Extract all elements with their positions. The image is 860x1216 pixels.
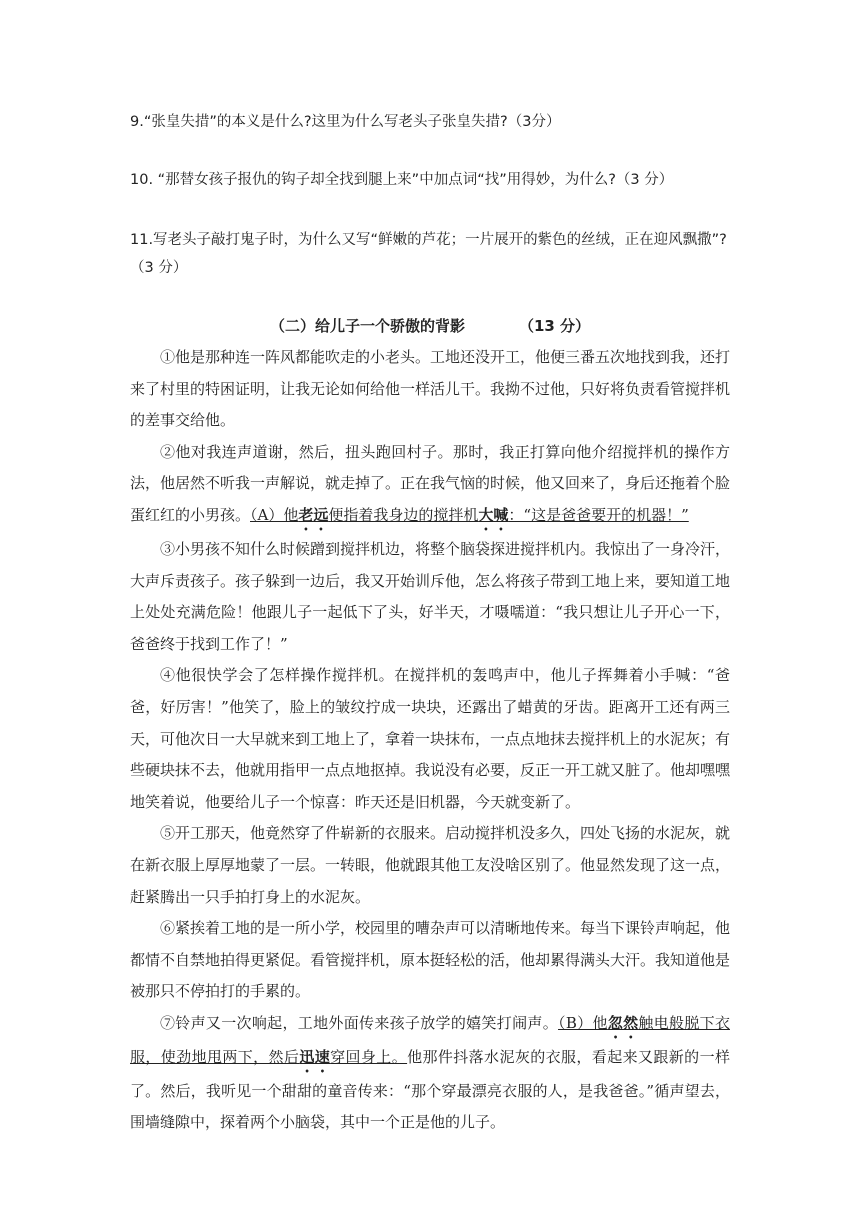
passage: [130, 342, 730, 1139]
section-title: [0, 312, 860, 340]
paragraph-7-text: ⑦铃声又一次响起，工地外面传来孩子放学的嬉笑打闹声。: [160, 1013, 559, 1032]
paragraph-6: ⑥紧挨着工地的是一所小学，校园里的嘈杂声可以清晰地传来。每当下课铃声响起，他都情不自禁地拍得更紧促。看管搅拌机，原本挺轻松的活，他却累得满头大汗。我知道他是被那只不停拍打的手累的。: [130, 919, 731, 1001]
sentence-a-part: 便指着我身边的搅拌机: [328, 505, 479, 524]
sentence-b-part: 穿回身上。: [330, 1047, 408, 1066]
paragraph-2-text: ②他对我连声道谢，然后，扭头跑回村子。那时，我正打算向他介绍搅拌机的操作方法，他居然不听我一声解说，就走掉了。正在我气恼的时候，他又回来了，身后还拖着个脸蛋红红的小男孩。: [130, 442, 731, 524]
sentence-a-part: （A）他: [250, 505, 299, 524]
dotted-word: 大喊: [478, 505, 509, 524]
sentence-a-part: ：“这是爸爸要开的机器！”: [508, 505, 689, 524]
paragraph-7-text-end: 他那件抖落水泥灰的衣服，看起来又跟新的一样了。然后，我听见一个甜甜的童音传来：“那个穿最漂亮衣服的人，是我爸爸。”循声望去，围墙缝隙中，探着两个小脑袋，其中一个正是他的儿子。: [130, 1047, 730, 1132]
paragraph-3: ③小男孩不知什么时候蹭到搅拌机边，将整个脑袋探进搅拌机内。我惊出了一身冷汗，大声斥责孩子。孩子躲到一边后，我又开始训斥他，怎么将孩子带到工地上来，要知道工地上处处充满危险！他跟儿子一起低下了头，好半天，才嗫嚅道：“我只想让儿子开心一下，爸爸终于找到工作了！”: [130, 539, 731, 653]
question-10: 10. “那替女孩子报仇的钩子却全找到腿上来”中加点词“找”用得妙，为什么?（3 分）: [130, 172, 674, 188]
question-9: 9.“张皇失措”的本义是什么?这里为什么写老头子张皇失措?（3分）: [130, 114, 561, 130]
dotted-word: 老远: [298, 505, 329, 524]
paragraph-2: [130, 437, 730, 534]
section-score: （13 分）: [518, 317, 591, 335]
paragraph-4: ④他很快学会了怎样操作搅拌机。在搅拌机的轰鸣声中，他儿子挥舞着小手喊：“爸爸，好厉害！”他笑了，脸上的皱纹拧成一块块，还露出了蜡黄的牙齿。距离开工还有两三天，可他次日一大早就来到工地上了，拿着一块抹布，一点点地抹去搅拌机上的水泥灰；有些硬块抹不去，他就用指甲一点点地抠掉。我说没有必要，反正一开工就又脏了。他却嘿嘿地笑着说，他要给儿子一个惊喜：昨天还是旧机器，今天就变新了。: [130, 666, 731, 811]
underlined-sentence-a: [250, 506, 689, 524]
dotted-word: 迅速: [299, 1047, 331, 1066]
question-11: 11.写老头子敲打鬼子时，为什么又写“鲜嫩的芦花；一片展开的紫色的丝绒，正在迎风飘撒”?（3 分）: [130, 232, 727, 276]
sentence-b-part: 触电般脱下衣服，使劲地甩两下，然后: [130, 1013, 730, 1066]
sentence-b-part: （B）他: [558, 1013, 608, 1032]
paragraph-5: ⑤开工那天，他竟然穿了件崭新的衣服来。启动搅拌机没多久，四处飞扬的水泥灰，就在新衣服上厚厚地蒙了一层。一转眼，他就跟其他工友没啥区别了。他显然发现了这一点，赶紧腾出一只手拍打身上的水泥灰。: [130, 824, 731, 906]
dotted-word: 忽然: [607, 1013, 639, 1032]
section-title-text: （二）给儿子一个骄傲的背影: [269, 317, 465, 335]
paragraph-1: ①他是那种连一阵风都能吹走的小老头。工地还没开工，他便三番五次地找到我，还打来了村里的特困证明，让我无论如何给他一样活儿干。我拗不过他，只好将负责看管搅拌机的差事交给他。: [130, 348, 731, 430]
paragraph-7: [130, 1008, 730, 1139]
